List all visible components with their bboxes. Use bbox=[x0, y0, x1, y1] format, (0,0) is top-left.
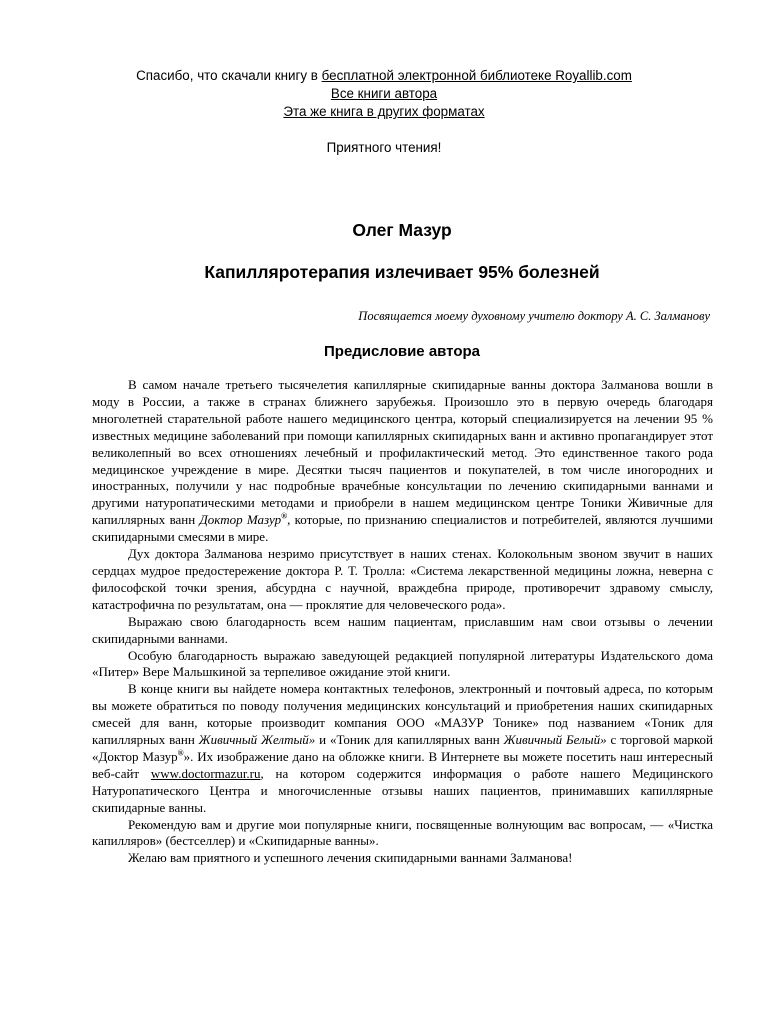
other-formats-link[interactable]: Эта же книга в других форматах bbox=[283, 104, 485, 119]
paragraph-7: Желаю вам приятного и успешного лечения скипидарными ваннами Залманова! bbox=[128, 850, 573, 866]
paragraph-5 bbox=[92, 681, 713, 816]
paragraph-6: Рекомендую вам и другие мои популярные книги, посвященные волнующим вас вопросам, — «Чистка капилляров» (бестселлер) и «Скипидарные ванны». bbox=[92, 816, 713, 849]
library-link[interactable]: бесплатной электронной библиотеке Royallib.com bbox=[321, 68, 632, 83]
registered-mark: ® bbox=[281, 511, 288, 521]
product-yellow: Живичный Желтый» bbox=[198, 732, 316, 748]
paragraph-5-text-3: с торговой маркой «Доктор Мазур bbox=[92, 732, 714, 764]
paragraph-5-text-2: и «Тоник для капиллярных ванн bbox=[315, 732, 504, 748]
paragraph-2: Дух доктора Залманова незримо присутствует в наших стенах. Колокольным звоном звучит в наших сердцах мудрое предостережение доктора Р. Т. Тролла: «Система лекарственной медицины ложна, неверна с философской точки зрения, абсурдна с научной, враждебна природе, противоречит здравому смыслу, катастрофична по результатам, она — проклятие для человеческого рода». bbox=[92, 546, 713, 612]
greeting-text: Приятного чтения! bbox=[326, 140, 442, 155]
other-formats-line bbox=[0, 103, 768, 121]
paragraph-1-text-end: , которые, по признанию специалистов и потребителей, являются лучшими скипидарными смесями в мире. bbox=[92, 512, 713, 545]
brand-doctor-mazur: Доктор Мазур bbox=[199, 512, 282, 528]
thanks-text: Спасибо, что скачали книгу в bbox=[136, 68, 322, 83]
product-white: Живичный Белый» bbox=[503, 732, 607, 748]
all-books-line bbox=[0, 85, 768, 103]
registered-mark-2: ® bbox=[177, 748, 184, 758]
paragraph-1-text: В самом начале третьего тысячелетия капиллярные скипидарные ванны доктора Залманова вошли в моду в России, а также в странах ближнего зарубежья. Произошло это в первую очередь благодаря многолетней старательной работе нашего медицинского центра, который специализируется на лечении 95 % известных медицине заболеваний при помощи капиллярных скипидарных ванн и активно пропагандирует этот великолепный во всех отношениях лечебный и профилактический метод. Это единственное такого рода медицинское учреждение в мире. Десятки тысяч пациентов и покупателей, в том числе иногородних и иностранных, получили у нас подробные врачебные консультации по лечению скипидарными ваннами и другими натуропатическими методами и приобрели в нашем медицинском центре Тоники Живичные для капиллярных ванн bbox=[92, 377, 713, 528]
book-title: Капилляротерапия излечивает 95% болезней bbox=[204, 262, 600, 282]
preface-body bbox=[92, 377, 713, 867]
paragraph-4: Особую благодарность выражаю заведующей редакцией популярной литературы Издательского дома «Питер» Вере Мальшкиной за терпеливое ожидание этой книги. bbox=[92, 647, 713, 680]
all-books-link[interactable]: Все книги автора bbox=[330, 86, 438, 101]
author-name: Олег Мазур bbox=[352, 220, 452, 240]
paragraph-5-text: В конце книги вы найдете номера контактных телефонов, электронный и почтовый адреса, по которым вы можете обратиться по поводу получения медицинских консультаций и приобретения наших скипидарных смесей для ванн, которые производит компания ООО «МАЗУР Тонике» под названием «Тоник для капиллярных ванн bbox=[92, 681, 713, 748]
dedication: Посвящается моему духовному учителю доктору А. С. Залманову bbox=[358, 309, 710, 323]
paragraph-1 bbox=[92, 377, 713, 546]
download-header bbox=[0, 67, 768, 157]
thanks-line bbox=[0, 67, 768, 85]
paragraph-5-text-5: , на котором содержится информация о работе нашего Медицинского Натуропатического Центра и многочисленные отзывы наших пациентов, принимавших капиллярные скипидарные ванны. bbox=[92, 765, 713, 815]
paragraph-3: Выражаю свою благодарность всем нашим пациентам, приславшим нам свои отзывы о лечении скипидарными ваннами. bbox=[92, 613, 713, 646]
section-title: Предисловие автора bbox=[324, 343, 480, 360]
paragraph-5-text-4: ». Их изображение дано на обложке книги. В Интернете вы можете посетить наш интересный веб-сайт bbox=[92, 748, 713, 781]
website-link[interactable]: www.doctormazur.ru bbox=[150, 765, 261, 781]
